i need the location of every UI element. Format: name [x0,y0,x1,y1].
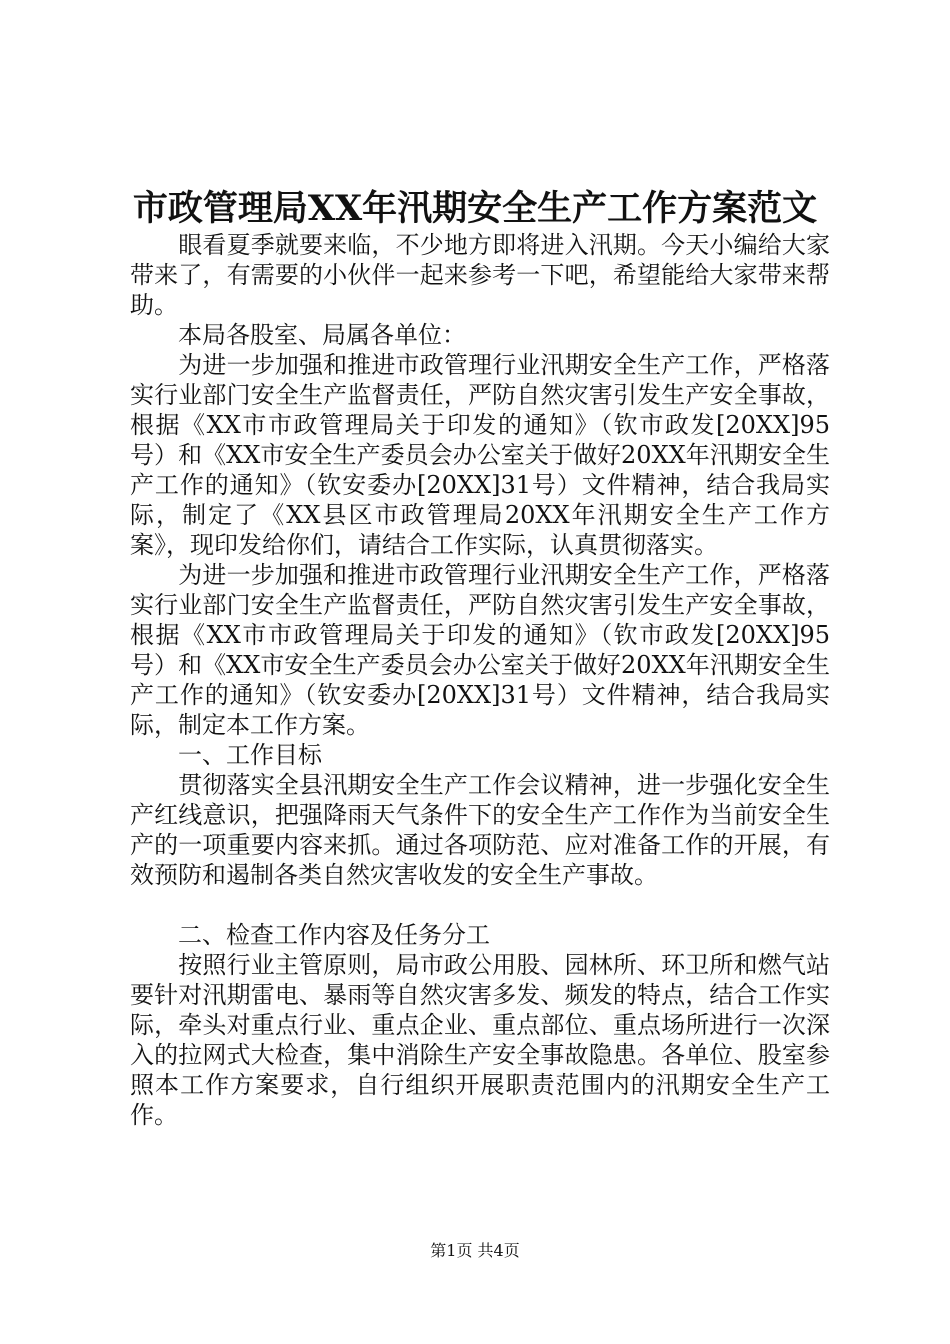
paragraph-goals: 贯彻落实全县汛期安全生产工作会议精神，进一步强化安全生产红线意识，把强降雨天气条件下的安全生产工作作为当前安全生产的一项重要内容来抓。通过各项防范、应对准备工作的开展，有效预防和遏制各类自然灾害收发的安全生产事故。 [130,771,830,889]
paragraph-spacer [130,890,830,920]
document-body [130,230,830,1130]
page-footer: 第1页 共4页 [430,1241,520,1260]
paragraph-purpose: 为进一步加强和推进市政管理行业汛期安全生产工作，严格落实行业部门安全生产监督责任，严防自然灾害引发生产安全事故，根据《XX市市政管理局关于印发的通知》（钦市政发[20XX]95号）和《XX市安全生产委员会办公室关于做好20XX年汛期安全生产工作的通知》（钦安委办[20XX]31号）文件精神，结合我局实际，制定本工作方案。 [130,561,830,739]
section-heading-goals: 一、工作目标 [130,741,322,769]
paragraph-inspection: 按照行业主管原则，局市政公用股、园林所、环卫所和燃气站要针对汛期雷电、暴雨等自然灾害多发、频发的特点，结合工作实际，牵头对重点行业、重点企业、重点部位、重点场所进行一次深入的拉网式大检查，集中消除生产安全事故隐患。各单位、股室参照本工作方案要求，自行组织开展职责范围内的汛期安全生产工作。 [130,951,830,1129]
paragraph-intro: 眼看夏季就要来临，不少地方即将进入汛期。今天小编给大家带来了，有需要的小伙伴一起来参考一下吧，希望能给大家带来帮助。 [130,231,830,319]
paragraph-notice: 为进一步加强和推进市政管理行业汛期安全生产工作，严格落实行业部门安全生产监督责任，严防自然灾害引发生产安全事故，根据《XX市市政管理局关于印发的通知》（钦市政发[20XX]95号）和《XX市安全生产委员会办公室关于做好20XX年汛期安全生产工作的通知》（钦安委办[20XX]31号）文件精神，结合我局实际，制定了《XX县区市政管理局20XX年汛期安全生产工作方案》，现印发给你们，请结合工作实际，认真贯彻落实。 [130,351,830,559]
document-title: 市政管理局XX年汛期安全生产工作方案范文 [132,188,818,229]
paragraph-salutation: 本局各股室、局属各单位： [130,321,466,349]
section-heading-inspection: 二、检查工作内容及任务分工 [130,921,490,949]
